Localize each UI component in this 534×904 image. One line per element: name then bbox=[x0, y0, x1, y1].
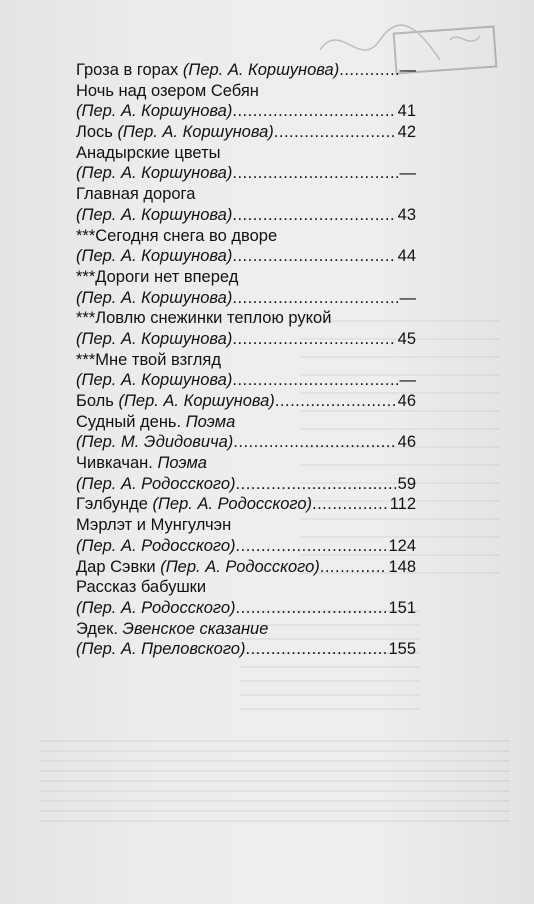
toc-page-number: 43 bbox=[397, 205, 416, 224]
toc-line bbox=[76, 329, 416, 350]
toc-title bbox=[76, 557, 320, 578]
toc-translator: (Пер. А. Коршунова) bbox=[118, 392, 275, 410]
toc-title bbox=[76, 639, 245, 660]
toc-line bbox=[76, 101, 416, 122]
toc-title bbox=[76, 515, 231, 536]
toc-translator: Поэма bbox=[185, 412, 236, 431]
toc-line bbox=[76, 81, 416, 102]
toc-leader-dots bbox=[275, 391, 396, 412]
toc-page-number: 151 bbox=[388, 598, 416, 617]
toc-line bbox=[76, 370, 416, 391]
toc-line bbox=[76, 267, 416, 288]
toc-leader-dots bbox=[232, 246, 395, 267]
toc-leader-dots bbox=[232, 101, 395, 122]
toc-line bbox=[76, 184, 416, 205]
toc-title bbox=[76, 163, 232, 184]
toc-title bbox=[76, 205, 232, 226]
toc-leader-dots bbox=[232, 329, 395, 350]
toc-page-number: 41 bbox=[397, 102, 416, 121]
toc-line bbox=[76, 557, 416, 578]
toc-page-number: 44 bbox=[397, 247, 416, 266]
table-of-contents bbox=[76, 60, 416, 660]
toc-title bbox=[76, 329, 232, 350]
toc-title-text: Лось bbox=[76, 123, 118, 142]
toc-line bbox=[76, 163, 416, 184]
toc-line bbox=[76, 60, 416, 81]
toc-title-text: ***Сегодня снега во дворе bbox=[76, 226, 278, 245]
toc-title bbox=[76, 370, 232, 391]
toc-line bbox=[76, 639, 416, 660]
toc-title-text: ***Мне твой взгляд bbox=[76, 350, 221, 369]
toc-title bbox=[76, 474, 236, 495]
toc-leader-dots bbox=[236, 536, 387, 557]
toc-title-text: Мэрлэт и Мунгулчэн bbox=[76, 516, 232, 535]
toc-translator: Эвенское сказание bbox=[122, 619, 269, 638]
toc-leader-dots bbox=[236, 598, 387, 619]
toc-line bbox=[76, 350, 416, 371]
toc-leader-dots bbox=[232, 205, 395, 226]
toc-title-text: ***Дороги нет вперед bbox=[76, 267, 239, 286]
toc-line bbox=[76, 598, 416, 619]
toc-translator: (Пер. А. Родосского) bbox=[76, 536, 236, 555]
toc-title bbox=[76, 536, 236, 557]
toc-translator: (Пер. А. Родосского) bbox=[76, 598, 236, 617]
toc-title bbox=[76, 288, 232, 309]
toc-line bbox=[76, 619, 416, 640]
toc-title-text: Дар Сэвки bbox=[76, 557, 161, 576]
toc-translator: (Пер. А. Коршунова) bbox=[76, 329, 233, 348]
toc-line bbox=[76, 122, 416, 143]
toc-line bbox=[76, 226, 416, 247]
toc-translator: (Пер. А. Коршунова) bbox=[76, 371, 233, 390]
toc-title bbox=[76, 143, 220, 164]
toc-translator: (Пер. А. Коршунова) bbox=[76, 205, 233, 224]
toc-title bbox=[76, 267, 238, 288]
toc-title-text: Чивкачан. bbox=[76, 454, 158, 473]
toc-line bbox=[76, 412, 416, 433]
toc-title bbox=[76, 577, 206, 598]
toc-line bbox=[76, 577, 416, 598]
toc-page-number: — bbox=[399, 371, 416, 390]
toc-title bbox=[76, 308, 331, 329]
toc-line bbox=[76, 494, 416, 515]
toc-translator: (Пер. А. Родосского) bbox=[76, 474, 236, 493]
toc-page-number: 46 bbox=[397, 392, 416, 410]
toc-translator: (Пер. А. Коршунова) bbox=[117, 123, 274, 142]
toc-title bbox=[76, 494, 312, 515]
toc-title bbox=[76, 101, 232, 122]
toc-translator: (Пер. А. Родосского) bbox=[152, 495, 312, 514]
toc-translator: (Пер. А. Коршунова) bbox=[76, 288, 233, 307]
toc-title-text: Гэлбунде bbox=[76, 495, 153, 514]
toc-title-text: Гроза в горах bbox=[76, 61, 183, 79]
toc-title bbox=[76, 184, 195, 205]
toc-title bbox=[76, 81, 259, 102]
toc-line bbox=[76, 432, 416, 453]
toc-title-text: Рассказ бабушки bbox=[76, 578, 207, 597]
toc-translator: (Пер. А. Коршунова) bbox=[76, 164, 233, 183]
toc-line bbox=[76, 205, 416, 226]
toc-translator: (Пер. А. Коршунова) bbox=[182, 61, 340, 79]
toc-line bbox=[76, 391, 416, 412]
toc-leader-dots bbox=[232, 163, 397, 184]
toc-page-number: 42 bbox=[397, 123, 416, 142]
toc-title-text: ***Ловлю снежинки теплою рукой bbox=[76, 309, 332, 328]
toc-page-number: 155 bbox=[388, 640, 416, 659]
toc-leader-dots bbox=[320, 557, 387, 578]
toc-translator: Поэма bbox=[157, 454, 207, 473]
toc-line bbox=[76, 515, 416, 536]
toc-title bbox=[76, 432, 233, 453]
toc-title bbox=[76, 619, 268, 640]
toc-leader-dots bbox=[274, 122, 396, 143]
toc-title bbox=[76, 60, 339, 81]
toc-line bbox=[76, 143, 416, 164]
toc-line bbox=[76, 474, 416, 495]
toc-title bbox=[76, 246, 232, 267]
toc-leader-dots bbox=[312, 494, 388, 515]
toc-page-number: — bbox=[399, 164, 416, 183]
toc-line bbox=[76, 453, 416, 474]
toc-title-text: Боль bbox=[76, 392, 119, 410]
toc-line bbox=[76, 246, 416, 267]
toc-line bbox=[76, 536, 416, 557]
toc-page-number: 148 bbox=[388, 557, 416, 576]
toc-page-number: 124 bbox=[388, 536, 416, 555]
toc-title bbox=[76, 412, 235, 433]
toc-page-number: — bbox=[399, 61, 416, 79]
toc-page-number: 45 bbox=[397, 329, 416, 348]
toc-title-text: Ночь над озером Себян bbox=[76, 81, 259, 100]
toc-title-text: Эдек. bbox=[76, 619, 123, 638]
toc-translator: (Пер. А. Коршунова) bbox=[76, 247, 233, 266]
toc-leader-dots bbox=[232, 288, 397, 309]
toc-title bbox=[76, 391, 275, 412]
toc-leader-dots bbox=[232, 370, 397, 391]
toc-leader-dots bbox=[339, 60, 397, 81]
toc-page-number: 112 bbox=[389, 495, 416, 514]
toc-title bbox=[76, 122, 274, 143]
toc-title bbox=[76, 226, 277, 247]
toc-translator: (Пер. М. Эдидовича) bbox=[76, 433, 234, 452]
toc-leader-dots bbox=[233, 432, 395, 453]
toc-page-number: 46 bbox=[397, 433, 416, 452]
toc-translator: (Пер. А. Коршунова) bbox=[76, 102, 233, 121]
toc-title bbox=[76, 350, 221, 371]
toc-title-text: Главная дорога bbox=[76, 185, 196, 204]
toc-title bbox=[76, 453, 207, 474]
toc-title-text: Анадырские цветы bbox=[76, 143, 221, 162]
toc-title-text: Судный день. bbox=[76, 412, 186, 431]
toc-leader-dots bbox=[236, 474, 396, 495]
toc-translator: (Пер. А. Преловского) bbox=[76, 640, 246, 659]
toc-title bbox=[76, 598, 236, 619]
toc-translator: (Пер. А. Родосского) bbox=[160, 557, 320, 576]
toc-page-number: 59 bbox=[397, 474, 416, 493]
toc-line bbox=[76, 288, 416, 309]
toc-line bbox=[76, 308, 416, 329]
toc-page-number: — bbox=[399, 288, 416, 307]
toc-leader-dots bbox=[245, 639, 386, 660]
